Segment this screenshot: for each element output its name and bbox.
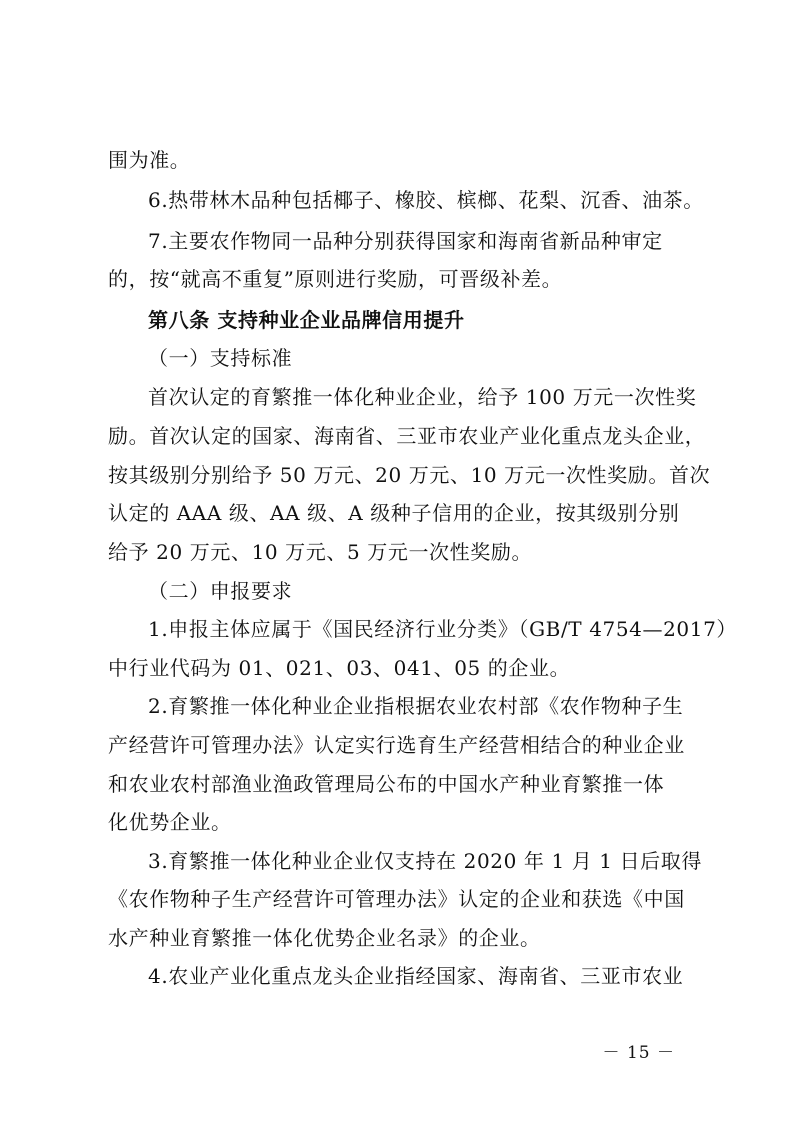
page-number: － 15 － [602,1043,675,1063]
subsection-heading: （二）申报要求 [148,579,293,603]
text-line: 认定的 AAA 级、AA 级、A 级种子信用的企业，按其级别分别 [108,501,680,525]
section-heading: 第八条 支持种业企业品牌信用提升 [148,308,465,332]
text-line: 7.主要农作物同一品种分别获得国家和海南省新品种审定 [148,229,663,253]
text-line: 按其级别分别给予 50 万元、20 万元、10 万元一次性奖励。首次 [108,463,711,487]
text-line: 产经营许可管理办法》认定实行选育生产经营相结合的种业企业 [108,733,685,757]
text-line: 给予 20 万元、10 万元、5 万元一次性奖励。 [108,540,533,564]
text-line: 中行业代码为 01、021、03、041、05 的企业。 [108,656,571,680]
text-line: 水产种业育繁推一体化优势企业名录》的企业。 [108,926,541,950]
text-line: 的，按“就高不重复”原则进行奖励，可晋级补差。 [108,267,563,291]
subsection-heading: （一）支持标准 [148,346,293,370]
text-line: 和农业农村部渔业渔政管理局公布的中国水产种业育繁推一体 [108,772,665,796]
text-line: 1.申报主体应属于《国民经济行业分类》（GB/T 4754—2017） [148,617,737,641]
text-line: 化优势企业。 [108,810,232,834]
text-line: 《农作物种子生产经营许可管理办法》认定的企业和获选《中国 [108,887,685,911]
text-line: 4.农业产业化重点龙头企业指经国家、海南省、三亚市农业 [148,964,684,988]
text-line: 首次认定的育繁推一体化种业企业，给予 100 万元一次性奖 [148,385,697,409]
text-line: 3.育繁推一体化种业企业仅支持在 2020 年 1 月 1 日后取得 [148,849,702,873]
text-line: 围为准。 [108,148,191,172]
text-line: 励。首次认定的国家、海南省、三亚市农业产业化重点龙头企业， [108,424,706,448]
text-line: 6.热带林木品种包括椰子、橡胶、槟榔、花梨、沉香、油茶。 [148,188,704,212]
text-line: 2.育繁推一体化种业企业指根据农业农村部《农作物种子生 [148,694,684,718]
